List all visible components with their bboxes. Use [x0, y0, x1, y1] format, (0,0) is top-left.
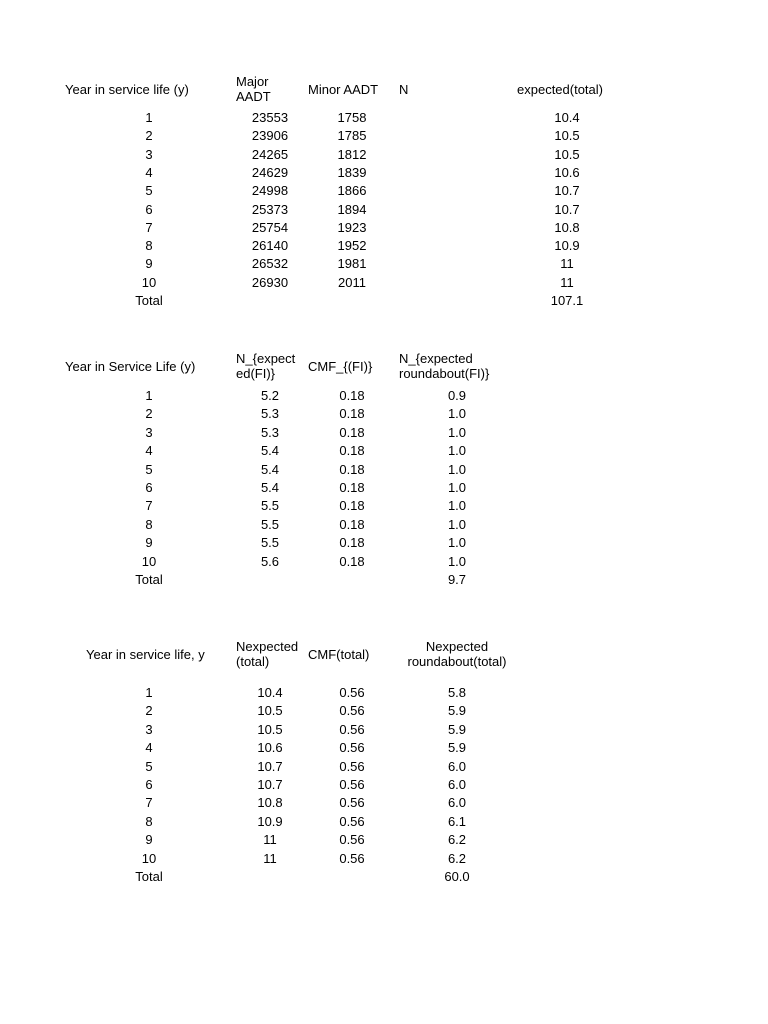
n-expected-roundabout-total-cell: 6.1: [447, 813, 467, 829]
n-expected-roundabout-fi-cell: 1.0: [447, 406, 467, 422]
n-expected-total-cell: 11: [263, 850, 277, 866]
n-expected-roundabout-total-cell: 6.2: [447, 850, 467, 866]
header-n-expected-roundabout-total: Nexpected roundabout(total): [407, 639, 507, 669]
n-expected-fi-cell: 5.5: [260, 498, 280, 514]
n-expected-fi-cell: 5.3: [260, 424, 280, 440]
n-expected-total-cell: 10.6: [257, 740, 283, 756]
year-cell: 4: [145, 443, 153, 459]
minor-aadt-cell: 1839: [337, 164, 367, 180]
header-minor-aadt: Minor AADT: [308, 82, 379, 97]
major-aadt-cell: 26532: [251, 256, 289, 272]
major-aadt-cell: 26140: [251, 238, 289, 254]
year-cell: 1: [145, 388, 153, 403]
minor-aadt-cell: 1894: [337, 201, 367, 217]
n-expected-roundabout-fi-cell: 1.0: [447, 535, 467, 551]
year-cell: 8: [145, 813, 153, 829]
year-cell: 3: [145, 721, 153, 737]
total-value: 107.1: [550, 293, 584, 308]
header-year: Year in service life (y): [65, 82, 189, 97]
major-aadt-cell: 24265: [251, 146, 289, 162]
year-cell: 9: [145, 256, 153, 272]
year-cell: 9: [145, 535, 153, 551]
year-cell: 7: [145, 219, 153, 235]
expected-total-cell: 10.4: [554, 110, 580, 125]
cmf-fi-cell: 0.18: [339, 516, 365, 532]
cmf-total-cell: 0.56: [339, 758, 365, 774]
major-aadt-cell: 24998: [251, 183, 289, 199]
cmf-total-cell: 0.56: [339, 832, 365, 848]
total-label: Total: [135, 572, 163, 587]
n-expected-fi-cell: 5.4: [260, 480, 280, 495]
year-cell: 10: [141, 850, 157, 866]
year-cell: 4: [145, 164, 153, 180]
year-cell: 9: [145, 832, 153, 848]
year-cell: 3: [145, 424, 153, 440]
cmf-fi-cell: 0.18: [339, 498, 365, 514]
n-expected-roundabout-fi-cell: 1.0: [447, 480, 467, 495]
year-cell: 2: [145, 128, 153, 144]
minor-aadt-cell: 1758: [337, 110, 367, 125]
cmf-total-cell: 0.56: [339, 795, 365, 811]
n-expected-fi-cell: 5.4: [260, 461, 280, 477]
header-year: Year in service life, y: [86, 647, 205, 662]
major-aadt-cell: 25373: [251, 201, 289, 217]
major-aadt-cell: 25754: [251, 219, 289, 235]
n-expected-roundabout-fi-cell: 0.9: [447, 388, 467, 403]
header-n-expected-total: Nexpected (total): [236, 639, 299, 669]
n-expected-roundabout-total-cell: 5.9: [447, 721, 467, 737]
year-cell: 8: [145, 238, 153, 254]
expected-total-cell: 11: [560, 274, 574, 290]
n-expected-roundabout-total-cell: 6.2: [447, 832, 467, 848]
n-expected-roundabout-fi-cell: 1.0: [447, 443, 467, 459]
cmf-total-cell: 0.56: [339, 777, 365, 792]
total-label: Total: [135, 293, 163, 308]
year-cell: 10: [141, 553, 157, 569]
minor-aadt-cell: 1785: [337, 128, 367, 144]
minor-aadt-cell: 1866: [337, 183, 367, 199]
minor-aadt-cell: 1923: [337, 219, 367, 235]
n-expected-fi-cell: 5.4: [260, 443, 280, 459]
major-aadt-cell: 24629: [251, 164, 289, 180]
cmf-fi-cell: 0.18: [339, 461, 365, 477]
total-value: 9.7: [447, 572, 467, 587]
year-cell: 10: [141, 274, 157, 290]
header-major-aadt: Major AADT: [236, 74, 271, 104]
year-cell: 6: [145, 777, 153, 792]
expected-total-cell: 10.5: [554, 128, 580, 144]
year-cell: 2: [145, 703, 153, 719]
cmf-total-cell: 0.56: [339, 685, 365, 700]
n-expected-roundabout-total-cell: 6.0: [447, 758, 467, 774]
n-expected-total-cell: 10.7: [257, 758, 283, 774]
n-expected-roundabout-fi-cell: 1.0: [447, 516, 467, 532]
n-expected-fi-cell: 5.6: [260, 553, 280, 569]
n-expected-roundabout-total-cell: 5.8: [447, 685, 467, 700]
cmf-total-cell: 0.56: [339, 740, 365, 756]
year-cell: 3: [145, 146, 153, 162]
major-aadt-cell: 23906: [251, 128, 289, 144]
minor-aadt-cell: 1981: [337, 256, 367, 272]
total-label: Total: [135, 869, 163, 884]
year-cell: 5: [145, 758, 153, 774]
year-cell: 8: [145, 516, 153, 532]
header-n: N: [399, 82, 409, 97]
n-expected-roundabout-total-cell: 5.9: [447, 740, 467, 756]
cmf-fi-cell: 0.18: [339, 443, 365, 459]
major-aadt-cell: 26930: [251, 274, 289, 290]
expected-total-cell: 10.7: [554, 201, 580, 217]
n-expected-total-cell: 10.4: [257, 685, 283, 700]
cmf-fi-cell: 0.18: [339, 406, 365, 422]
year-cell: 2: [145, 406, 153, 422]
n-expected-roundabout-fi-cell: 1.0: [447, 498, 467, 514]
n-expected-total-cell: 11: [263, 832, 277, 848]
n-expected-total-cell: 10.5: [257, 703, 283, 719]
year-cell: 5: [145, 461, 153, 477]
header-n-expected-roundabout-fi: N_{expected roundabout(FI)}: [399, 351, 490, 381]
year-cell: 5: [145, 183, 153, 199]
header-n-expected-fi: N_{expect ed(FI)}: [236, 351, 296, 381]
n-expected-roundabout-fi-cell: 1.0: [447, 553, 467, 569]
cmf-fi-cell: 0.18: [339, 480, 365, 495]
year-cell: 6: [145, 201, 153, 217]
expected-total-cell: 10.5: [554, 146, 580, 162]
minor-aadt-cell: 1952: [337, 238, 367, 254]
cmf-total-cell: 0.56: [339, 703, 365, 719]
year-cell: 7: [145, 795, 153, 811]
year-cell: 4: [145, 740, 153, 756]
cmf-total-cell: 0.56: [339, 813, 365, 829]
expected-total-cell: 10.6: [554, 164, 580, 180]
header-cmf-total: CMF(total): [308, 647, 370, 662]
expected-total-cell: 10.7: [554, 183, 580, 199]
n-expected-total-cell: 10.5: [257, 721, 283, 737]
n-expected-total-cell: 10.8: [257, 795, 283, 811]
n-expected-roundabout-total-cell: 5.9: [447, 703, 467, 719]
expected-total-cell: 10.8: [554, 219, 580, 235]
total-value: 60.0: [444, 869, 470, 884]
year-cell: 7: [145, 498, 153, 514]
n-expected-fi-cell: 5.2: [260, 388, 280, 403]
n-expected-total-cell: 10.9: [257, 813, 283, 829]
expected-total-cell: 10.9: [554, 238, 580, 254]
year-cell: 6: [145, 480, 153, 495]
minor-aadt-cell: 1812: [337, 146, 367, 162]
n-expected-fi-cell: 5.3: [260, 406, 280, 422]
cmf-total-cell: 0.56: [339, 721, 365, 737]
cmf-fi-cell: 0.18: [339, 388, 365, 403]
header-year: Year in Service Life (y): [65, 359, 196, 374]
n-expected-roundabout-fi-cell: 1.0: [447, 461, 467, 477]
cmf-total-cell: 0.56: [339, 850, 365, 866]
header-expected-total: expected(total): [517, 82, 603, 97]
minor-aadt-cell: 2011: [338, 274, 366, 290]
n-expected-fi-cell: 5.5: [260, 535, 280, 551]
n-expected-roundabout-total-cell: 6.0: [447, 777, 467, 792]
cmf-fi-cell: 0.18: [339, 424, 365, 440]
n-expected-fi-cell: 5.5: [260, 516, 280, 532]
n-expected-roundabout-fi-cell: 1.0: [447, 424, 467, 440]
n-expected-roundabout-total-cell: 6.0: [447, 795, 467, 811]
cmf-fi-cell: 0.18: [339, 553, 365, 569]
n-expected-total-cell: 10.7: [257, 777, 283, 792]
year-cell: 1: [145, 110, 153, 125]
year-cell: 1: [145, 685, 153, 700]
major-aadt-cell: 23553: [251, 110, 289, 125]
cmf-fi-cell: 0.18: [339, 535, 365, 551]
expected-total-cell: 11: [560, 256, 574, 272]
header-cmf-fi: CMF_{(FI)}: [308, 359, 373, 374]
